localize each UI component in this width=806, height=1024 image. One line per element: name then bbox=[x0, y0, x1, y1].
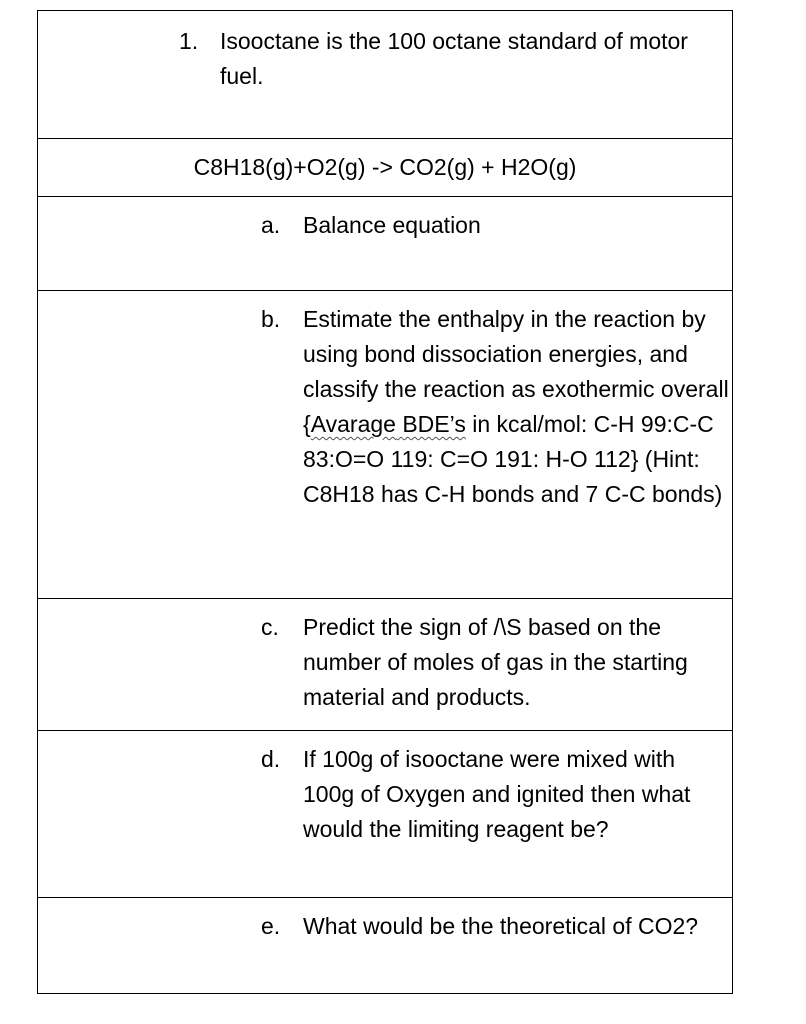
part-b-marker: b. bbox=[261, 306, 281, 332]
part-d-item bbox=[261, 742, 731, 847]
question-number: 1. bbox=[179, 28, 199, 54]
part-a-row bbox=[38, 197, 732, 291]
part-b-text bbox=[303, 302, 731, 512]
part-c-text: Predict the sign of /\S based on the number of moles of gas in the starting material and products. bbox=[303, 614, 688, 710]
part-b-item bbox=[261, 302, 731, 512]
part-e-row bbox=[38, 898, 732, 993]
part-d-text: If 100g of isooctane were mixed with 100g of Oxygen and ignited then what would the limiting reagent be? bbox=[303, 746, 691, 842]
part-e-marker: e. bbox=[261, 913, 281, 939]
part-e-item bbox=[261, 909, 731, 944]
part-b-text-after: in kcal/mol: C-H 99:C-C 83:O=O 119: C=O 191: H-O 112} (Hint: C8H18 has C-H bonds and 7 C-C bonds) bbox=[303, 411, 723, 507]
part-c-item bbox=[261, 610, 731, 715]
equation-row bbox=[38, 139, 732, 197]
part-e-text: What would be the theoretical of CO2? bbox=[303, 913, 699, 939]
part-c-row bbox=[38, 599, 732, 731]
spellcheck-word-2: BDE’s bbox=[402, 411, 466, 437]
part-d-row bbox=[38, 731, 732, 898]
spellcheck-word-avarage bbox=[311, 411, 466, 437]
part-d-marker: d. bbox=[261, 746, 281, 772]
part-b-row bbox=[38, 291, 732, 599]
part-c-marker: c. bbox=[261, 614, 279, 640]
reaction-equation: C8H18(g)+O2(g) -> CO2(g) + H2O(g) bbox=[193, 154, 577, 180]
part-b-text-before: Estimate the enthalpy in the reaction by using bond dissociation energies, and classify the reaction as exothermic overall { bbox=[303, 306, 729, 437]
part-a-marker: a. bbox=[261, 212, 281, 238]
part-a-item bbox=[261, 208, 731, 243]
question-item bbox=[179, 24, 699, 94]
question-row bbox=[38, 11, 732, 139]
spellcheck-word-1: Avarage bbox=[310, 411, 396, 437]
question-table bbox=[37, 10, 733, 994]
part-a-text: Balance equation bbox=[303, 212, 481, 238]
question-text: Isooctane is the 100 octane standard of motor fuel. bbox=[220, 28, 688, 89]
